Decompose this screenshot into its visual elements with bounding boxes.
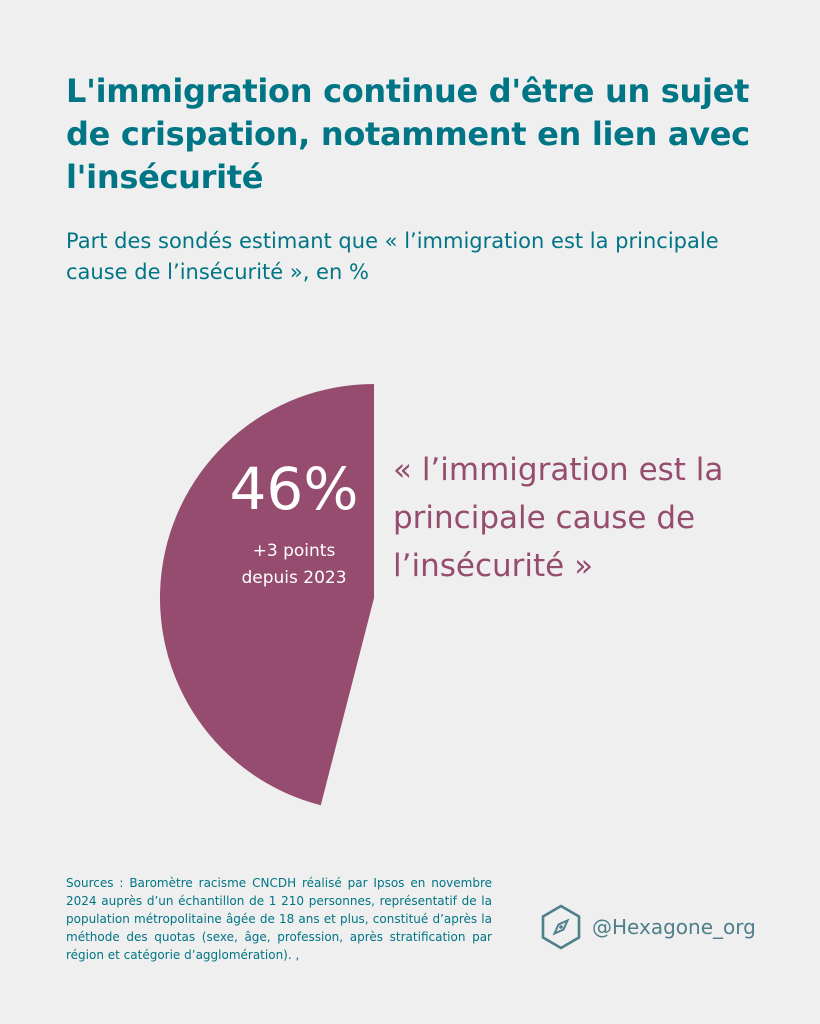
slice-annotation-line-1: +3 points xyxy=(252,541,336,561)
brand-handle: @Hexagone_org xyxy=(592,915,756,939)
pie-slice-immigration xyxy=(160,384,374,805)
sources-note: Sources : Baromètre racisme CNCDH réalisé par Ipsos en novembre 2024 auprès d’un échantillon de 1 210 personnes, représentatif de la population métropolitaine âgée de 18 ans et plus, constitué d’après la méthode des quotas (sexe, âge, profession, après stratification par région et catégorie d’agglomération). , xyxy=(66,876,492,962)
slice-value-label: 46% xyxy=(229,455,359,523)
brand xyxy=(538,904,756,950)
chart-title: L'immigration continue d'être un sujet de crispation, notamment en lien avec l'insécurité xyxy=(66,72,750,196)
slice-annotation-line-2: depuis 2023 xyxy=(241,568,347,588)
slice-label: « l’immigration est la principale cause de l’insécurité » xyxy=(393,452,724,584)
compass-hexagon-icon xyxy=(538,904,584,950)
chart-subtitle: Part des sondés estimant que « l’immigration est la principale cause de l’insécurité », en % xyxy=(66,229,719,284)
